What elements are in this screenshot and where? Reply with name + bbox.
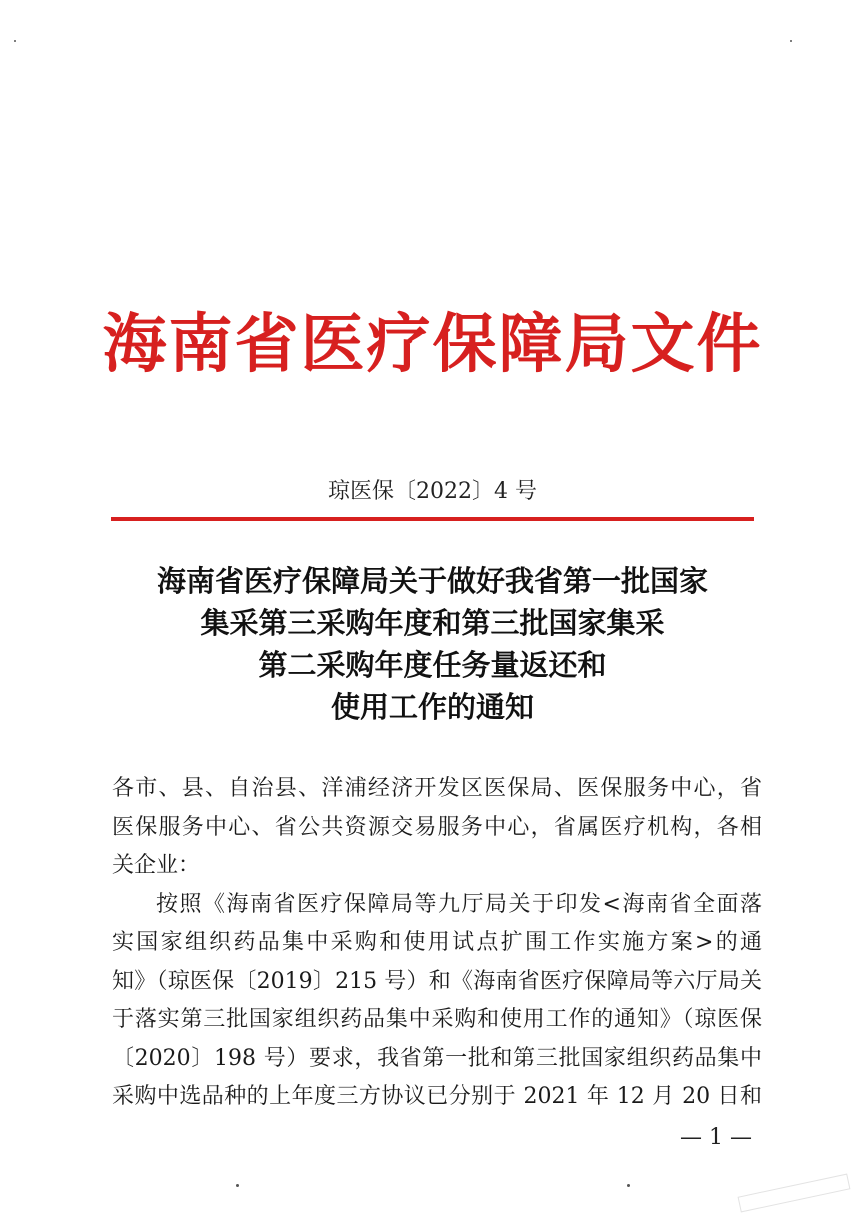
body-line: 于落实第三批国家组织药品集中采购和使用工作的通知》（琼医保 [112, 1007, 762, 1032]
title-line: 集采第三采购年度和第三批国家集采 [200, 606, 665, 640]
title-line: 海南省医疗保障局关于做好我省第一批国家 [156, 564, 708, 598]
document-body [112, 770, 762, 1117]
body-line: 采购中选品种的上年度三方协议已分别于 2021 年 12 月 20 日和 [112, 1084, 762, 1109]
body-line: 关企业： [112, 853, 201, 878]
body-line: 各市、县、自治县、洋浦经济开发区医保局、医保服务中心，省 [112, 776, 762, 801]
issuer-header: 海南省医疗保障局文件 [102, 307, 763, 382]
page-number: — 1 — [680, 1125, 752, 1150]
body-line: 医保服务中心、省公共资源交易服务中心，省属医疗机构，各相 [112, 814, 762, 840]
title-line: 使用工作的通知 [330, 690, 534, 724]
red-divider-line [111, 517, 754, 521]
body-line: 知》（琼医保〔2019〕215 号）和《海南省医疗保障局等六厅局关 [112, 968, 762, 994]
document-title [80, 560, 785, 728]
scan-speck [14, 40, 16, 42]
body-line: 实国家组织药品集中采购和使用试点扩围工作实施方案>的通 [112, 930, 762, 955]
scan-speck [627, 1184, 630, 1187]
title-line: 第二采购年度任务量返还和 [258, 648, 607, 682]
document-number: 琼医保〔2022〕4 号 [328, 479, 537, 504]
body-line: 按照《海南省医疗保障局等九厅局关于印发<海南省全面落 [156, 891, 762, 917]
scan-speck [790, 40, 792, 42]
scan-speck [236, 1184, 239, 1187]
watermark-stamp [738, 1174, 851, 1213]
body-line: 〔2020〕198 号）要求，我省第一批和第三批国家组织药品集中 [112, 1045, 762, 1071]
